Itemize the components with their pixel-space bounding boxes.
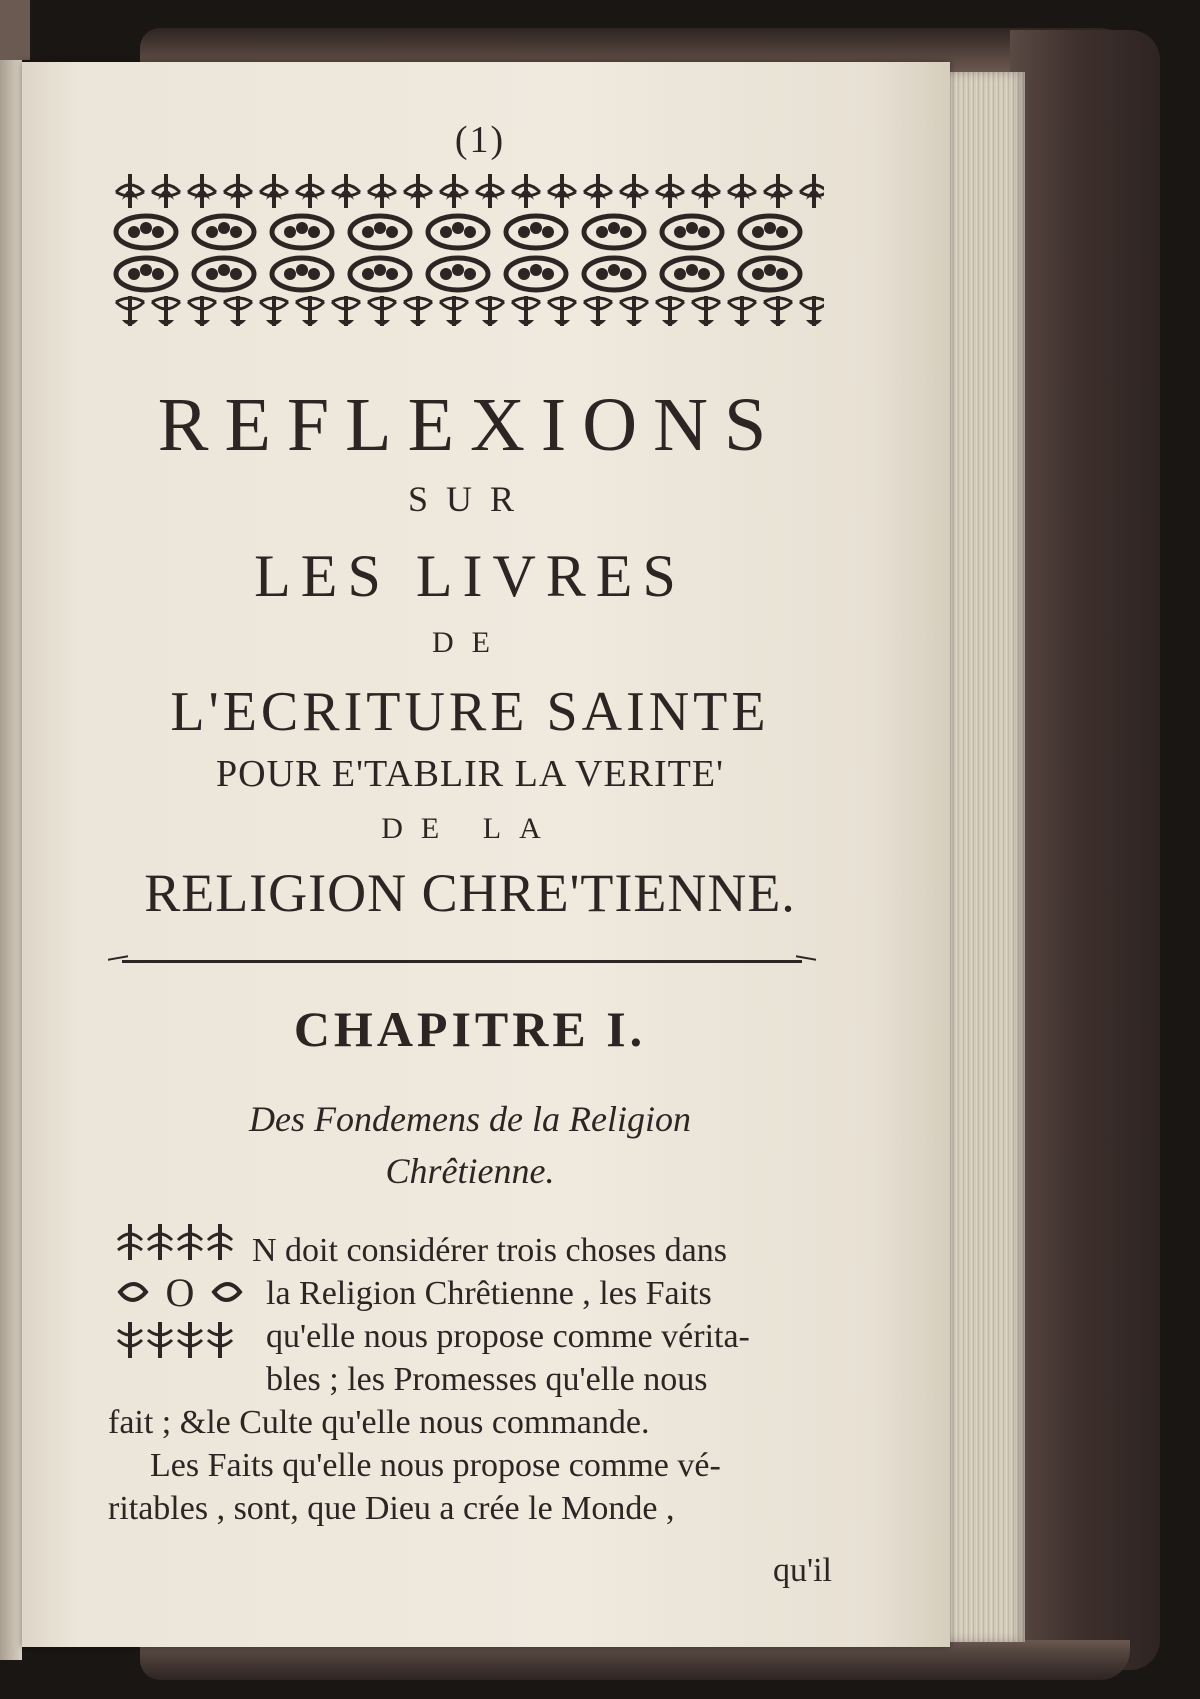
chapter-subtitle-line-1: Des Fondemens de la Religion <box>249 1099 691 1139</box>
title-line-3: LES LIVRES <box>254 543 686 609</box>
dropcap-ornament <box>116 1222 244 1362</box>
body-line-3: qu'elle nous propose comme vérita- <box>266 1318 750 1355</box>
title-line-7: DE LA <box>381 812 559 845</box>
body-line-1: N doit considérer trois choses dans <box>252 1232 727 1269</box>
title-line-8: RELIGION CHRE'TIENNE. <box>144 863 796 923</box>
title-line-4: DE <box>432 626 508 659</box>
body-line-7: ritables , sont, que Dieu a crée le Monde , <box>108 1490 675 1527</box>
page-number: (1) <box>454 119 506 161</box>
body-line-4: bles ; les Promesses qu'elle nous <box>266 1361 708 1398</box>
page-edges <box>945 72 1025 1642</box>
body-line-6: Les Faits qu'elle nous propose comme vé- <box>150 1447 721 1484</box>
body-line-2: la Religion Chrêtienne , les Faits <box>266 1275 712 1312</box>
title-line-1: REFLEXIONS <box>157 383 783 467</box>
catchword: qu'il <box>772 1552 832 1589</box>
title-line-5: L'ECRITURE SAINTE <box>170 681 770 743</box>
chapter-subtitle-line-2: Chrêtienne. <box>385 1151 555 1191</box>
cover-right-edge <box>1010 30 1160 1670</box>
ornamental-headband <box>112 170 824 330</box>
previous-page-edge <box>0 60 22 1660</box>
title-line-6: POUR E'TABLIR LA VERITE' <box>216 753 724 795</box>
body-line-5: fait ; &le Culte qu'elle nous commande. <box>108 1404 650 1441</box>
chapter-heading: CHAPITRE I. <box>293 1001 647 1057</box>
section-rule <box>122 960 802 963</box>
binding-corner <box>0 0 30 60</box>
title-line-2: SUR <box>407 479 533 519</box>
dropcap-letter: O <box>165 1270 195 1315</box>
